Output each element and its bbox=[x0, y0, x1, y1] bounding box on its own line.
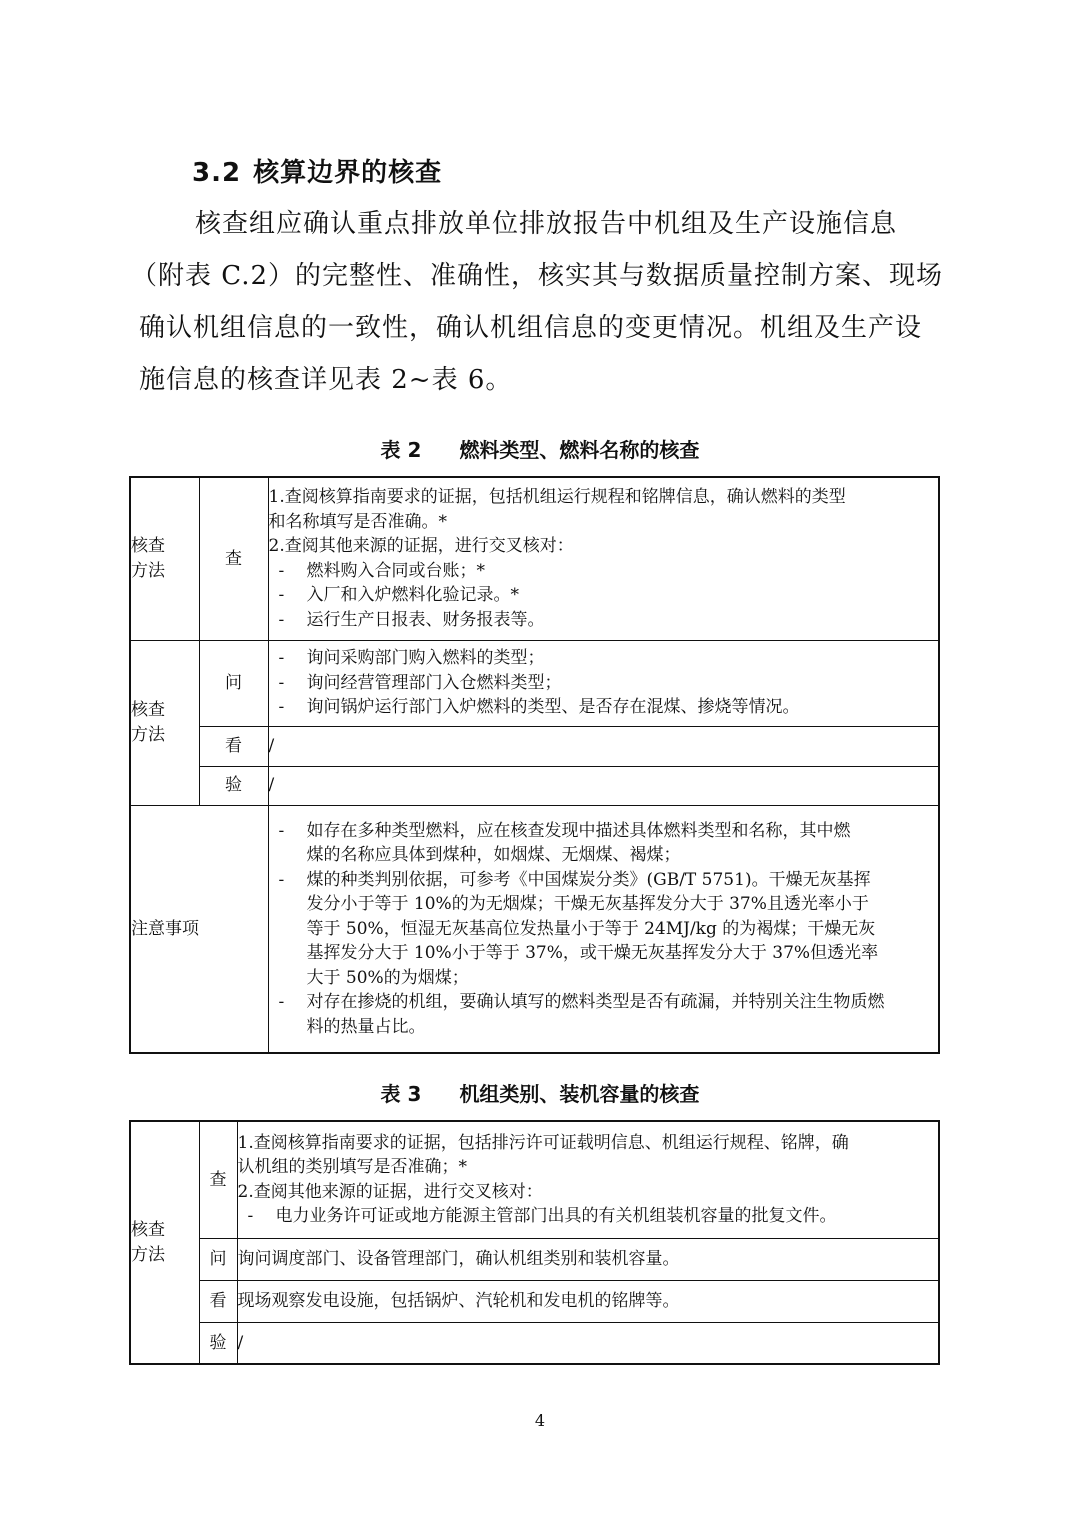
table2-row-notes bbox=[130, 805, 939, 1053]
method-kan: 看 bbox=[199, 1280, 237, 1322]
bullet-line: 等于 50%，恒湿无灰基高位发热量小于等于 24MJ/kg 的为褐煤；干燥无灰 bbox=[306, 918, 876, 939]
bullet-text: 电力业务许可证或地方能源主管部门出具的有关机组装机容量的批复文件。 bbox=[275, 1206, 837, 1227]
section-title: 核算边界的核查 bbox=[253, 158, 443, 188]
table3-caption-title: 机组类别、装机容量的核查 bbox=[459, 1082, 700, 1106]
table2-cha-content bbox=[268, 477, 939, 640]
table2-caption-number: 表 2 bbox=[380, 438, 422, 462]
table2-kan-content: / bbox=[268, 726, 939, 766]
notes-label: 注意事项 bbox=[130, 805, 268, 1053]
bullet-item: - 询问锅炉运行部门入炉燃料的类型、是否存在混煤、掺烧等情况。 bbox=[269, 695, 939, 720]
label-line: 方法 bbox=[131, 1244, 165, 1265]
bullet-line: 煤的名称应具体到煤种，如烟煤、无烟煤、褐煤； bbox=[306, 845, 681, 865]
method-wen: 问 bbox=[199, 640, 268, 726]
content-line: 认机组的类别填写是否准确；* bbox=[237, 1157, 467, 1178]
bullet-item: - 询问经营管理部门入仓燃料类型； bbox=[269, 671, 939, 696]
table2-notes-content bbox=[268, 805, 939, 1053]
bullet-text: 入厂和入炉燃料化验记录。* bbox=[306, 585, 519, 606]
bullet-item: - 燃料购入合同或台账；* bbox=[269, 559, 939, 584]
label-line: 核查 bbox=[131, 700, 165, 720]
method-yan: 验 bbox=[199, 766, 268, 805]
bullet-line: 料的热量占比。 bbox=[306, 1016, 426, 1037]
table2 bbox=[129, 476, 940, 1054]
bullet-line: 煤的种类判别依据，可参考《中国煤炭分类》(GB/T 5751)。干燥无灰基挥 bbox=[306, 869, 871, 890]
label-line: 核查 bbox=[131, 1220, 165, 1240]
method-cha: 查 bbox=[199, 477, 268, 640]
bullet-item: - 对存在掺烧的机组，要确认填写的燃料类型是否有疏漏，并特别关注生物质燃 料的热量占比。 bbox=[269, 990, 939, 1039]
bullet-line: 如存在多种类型燃料，应在核查发现中描述具体燃料类型和名称，其中燃 bbox=[306, 820, 851, 841]
bullet-item: - 煤的种类判别依据，可参考《中国煤炭分类》(GB/T 5751)。干燥无灰基挥 发分小于等于 10%的为无烟煤；干燥无灰基挥发分大于 37%且透光率小于 等于 50%，恒湿无灰基高位发热量小于等于 24MJ/kg 的为褐煤；干燥无灰 基挥发分大于 10%小于等于 37%，或干燥无灰基挥发分大于 37%但透光率 大于 50%的为烟煤； bbox=[269, 868, 939, 991]
content-line: 2.查阅其他来源的证据，进行交叉核对： bbox=[268, 536, 574, 557]
page-number: 4 bbox=[534, 1411, 546, 1430]
bullet-text: 运行生产日报表、财务报表等。 bbox=[306, 609, 545, 630]
label-line: 核查 bbox=[131, 536, 165, 557]
bullet-line: 对存在掺烧的机组，要确认填写的燃料类型是否有疏漏，并特别关注生物质燃 bbox=[306, 992, 885, 1012]
bullet-item: - 入厂和入炉燃料化验记录。* bbox=[269, 583, 939, 608]
bullet-line: 发分小于等于 10%的为无烟煤；干燥无灰基挥发分大于 37%且透光率小于 bbox=[306, 894, 869, 914]
paragraph-line: （附表 C.2）的完整性、准确性，核实其与数据质量控制方案、现场 bbox=[131, 261, 944, 291]
bullet-text: 询问采购部门购入燃料的类型； bbox=[306, 648, 545, 669]
bullet-text: 询问经营管理部门入仓燃料类型； bbox=[306, 672, 562, 693]
table2-row-kan bbox=[130, 726, 939, 766]
table3-yan-content: / bbox=[237, 1322, 939, 1364]
table3-row-wen bbox=[130, 1238, 939, 1280]
bullet-item: - 运行生产日报表、财务报表等。 bbox=[269, 608, 939, 633]
table3 bbox=[129, 1120, 940, 1365]
table3-wen-content: 询问调度部门、设备管理部门，确认机组类别和装机容量。 bbox=[237, 1238, 939, 1280]
table2-method-label bbox=[130, 477, 199, 640]
table3-cha-content bbox=[237, 1121, 939, 1238]
paragraph-line: 施信息的核查详见表 2~表 6。 bbox=[139, 365, 513, 395]
content-line: 1.查阅核算指南要求的证据，包括机组运行规程和铭牌信息，确认燃料的类型 bbox=[268, 487, 846, 508]
method-wen: 问 bbox=[199, 1238, 237, 1280]
table2-caption bbox=[0, 434, 1080, 463]
bullet-line: 大于 50%的为烟煤； bbox=[306, 967, 469, 988]
section-paragraph bbox=[131, 198, 944, 406]
table3-kan-content: 现场观察发电设施，包括锅炉、汽轮机和发电机的铭牌等。 bbox=[237, 1280, 939, 1322]
section-heading bbox=[192, 152, 442, 189]
content-line: 1.查阅核算指南要求的证据，包括排污许可证载明信息、机组运行规程、铭牌，确 bbox=[237, 1132, 849, 1153]
method-kan: 看 bbox=[199, 726, 268, 766]
table3-caption bbox=[0, 1078, 1080, 1107]
bullet-text: 询问锅炉运行部门入炉燃料的类型、是否存在混煤、掺烧等情况。 bbox=[306, 697, 800, 718]
table3-method-label bbox=[130, 1121, 199, 1364]
content-line: 2.查阅其他来源的证据，进行交叉核对： bbox=[237, 1181, 543, 1202]
table2-method-label bbox=[130, 640, 199, 805]
method-cha: 查 bbox=[199, 1121, 237, 1238]
content-line: 和名称填写是否准确。* bbox=[268, 511, 447, 532]
label-line: 方法 bbox=[131, 560, 165, 581]
section-number: 3.2 bbox=[192, 158, 242, 188]
table2-row-cha bbox=[130, 477, 939, 640]
table2-row-wen bbox=[130, 640, 939, 726]
table2-caption-title: 燃料类型、燃料名称的核查 bbox=[459, 438, 700, 462]
method-yan: 验 bbox=[199, 1322, 237, 1364]
table3-caption-number: 表 3 bbox=[380, 1082, 422, 1106]
bullet-text: 燃料购入合同或台账；* bbox=[306, 560, 485, 581]
bullet-item: - 如存在多种类型燃料，应在核查发现中描述具体燃料类型和名称，其中燃 煤的名称应具体到煤种，如烟煤、无烟煤、褐煤； bbox=[269, 819, 939, 868]
table3-row-kan bbox=[130, 1280, 939, 1322]
label-line: 方法 bbox=[131, 724, 165, 745]
table2-row-yan bbox=[130, 766, 939, 805]
table3-row-cha bbox=[130, 1121, 939, 1238]
table2-wen-content bbox=[268, 640, 939, 726]
table2-yan-content: / bbox=[268, 766, 939, 805]
bullet-line: 基挥发分大于 10%小于等于 37%，或干燥无灰基挥发分大于 37%但透光率 bbox=[306, 943, 879, 963]
paragraph-line: 确认机组信息的一致性，确认机组信息的变更情况。机组及生产设 bbox=[139, 313, 923, 343]
paragraph-line: 核查组应确认重点排放单位排放报告中机组及生产设施信息 bbox=[195, 209, 898, 239]
bullet-item: - 电力业务许可证或地方能源主管部门出具的有关机组装机容量的批复文件。 bbox=[238, 1204, 939, 1229]
bullet-item: - 询问采购部门购入燃料的类型； bbox=[269, 646, 939, 671]
table3-row-yan bbox=[130, 1322, 939, 1364]
